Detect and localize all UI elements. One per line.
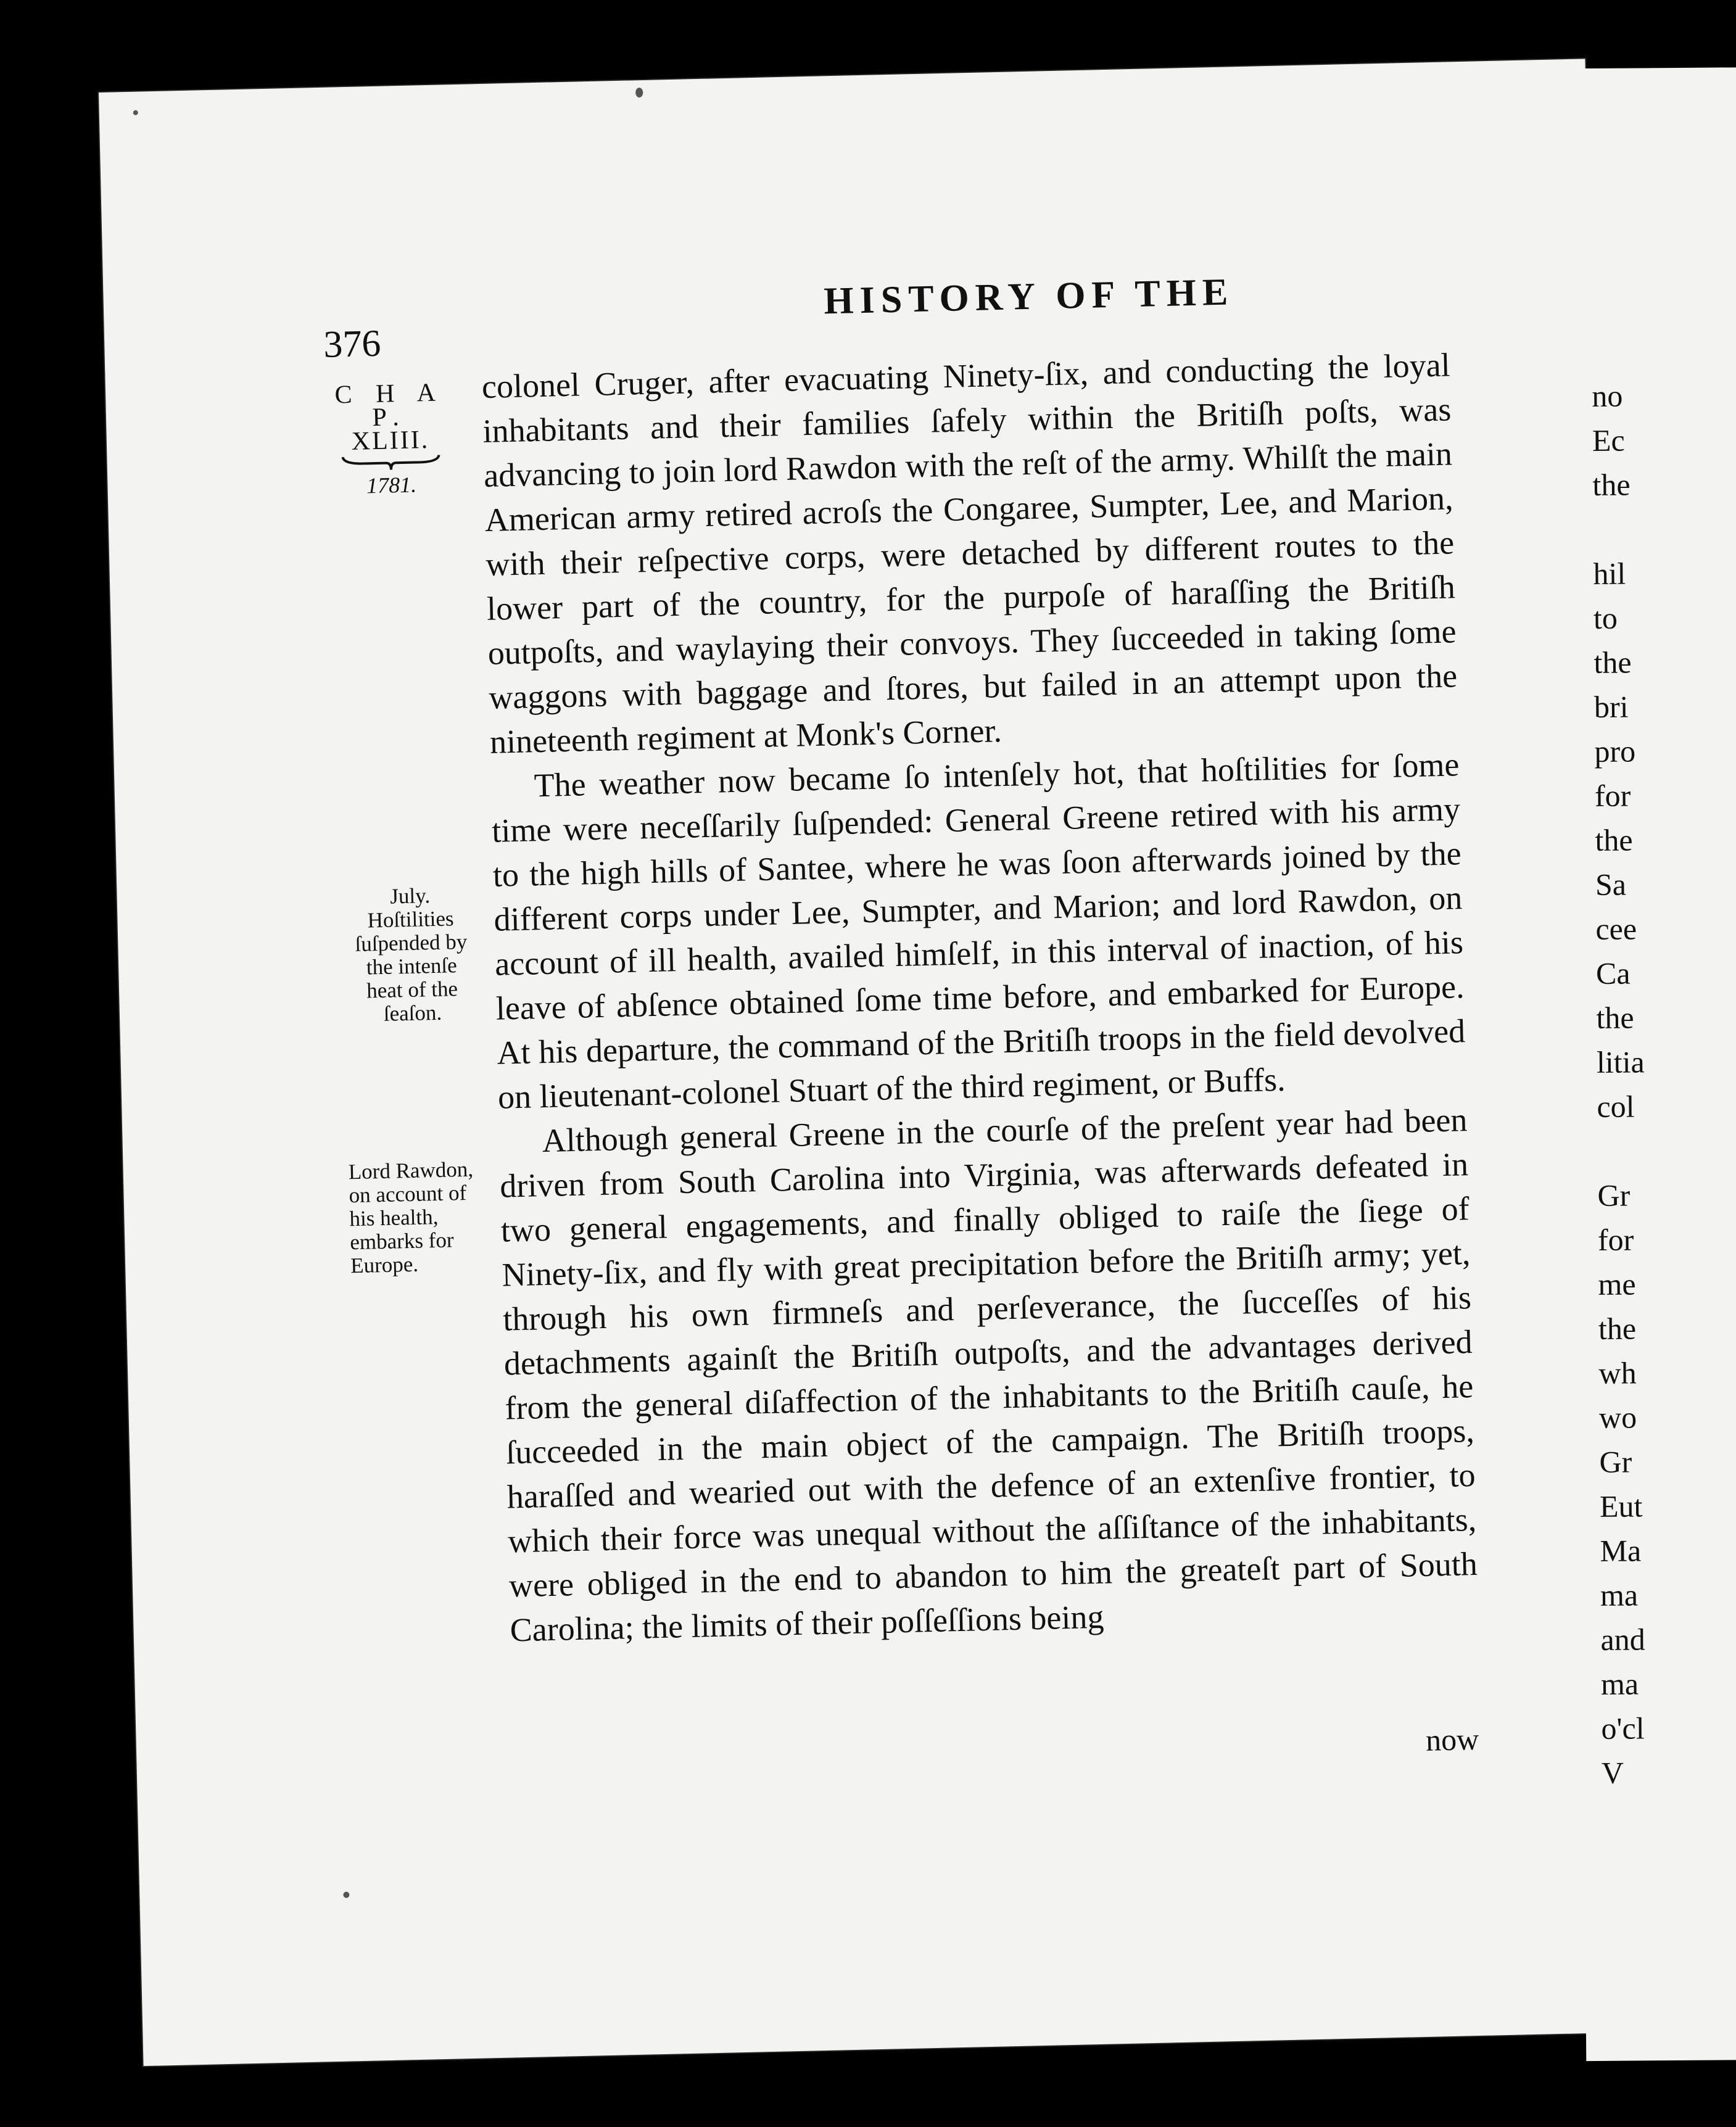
facing-line-fragment: hil [1593, 556, 1626, 591]
body-text [481, 342, 1479, 1652]
ink-speck [635, 88, 643, 97]
facing-line-fragment: the [1598, 1311, 1637, 1346]
facing-line-fragment: to [1593, 600, 1618, 635]
facing-line-fragment: Gr [1597, 1178, 1631, 1213]
facing-line-fragment: the [1592, 467, 1631, 502]
paragraph: The weather now became ſo intenſely hot, that hoſtilities for ſome time were neceſſarily ſuſpended: General Greene retired with his army to the high hills of Santee, where he was ſoon afterwards joined by the different corps under Lee, Sumpter, and Marion; and lord Rawdon, on account of ill health, availed himſelf, in this interval of inaction, of his leave of abſence obtained ſome time before, and embarked for Europe. At his departure, the command of the Britiſh troops in the field devolved on lieutenant-colonel Stuart of the third regiment, or Buffs. [491, 746, 1466, 1116]
paragraph: colonel Cruger, after evacuating Ninety-ſix, and conducting the loyal inhabitants and their families ſafely within the Britiſh poſts, was advancing to join lord Rawdon with the reſt of the army. Whilſt the main American army retired acroſs the Congaree, Sumpter, Lee, and Marion, with their reſpective corps, were detached by different routes to the lower part of the country, for the purpoſe of haraſſing the Britiſh outpoſts, and waylaying their convoys. They ſucceeded in taking ſome waggons with baggage and ſtores, but failed in an attempt upon the nineteenth regiment at Monk's Corner. [481, 346, 1458, 761]
facing-line-fragment: wo [1598, 1400, 1637, 1435]
ink-speck [133, 110, 138, 115]
facing-line-fragment: litia [1596, 1044, 1645, 1080]
facing-line-fragment: the [1595, 822, 1633, 857]
facing-line-fragment [1597, 1128, 1645, 1173]
facing-line-fragment: for [1594, 778, 1631, 813]
facing-line-fragment: Ec [1592, 423, 1625, 458]
paragraph: Although general Greene in the courſe of the preſent year had been driven from South Carolina into Virginia, was afterwards defeated in two general engagements, and finally obliged to raiſe the ſiege of Ninety-ſix, and fly with great precipitation before the Britiſh army; yet, through his own firmneſs and perſeverance, the ſucceſſes of his detachments againſt the Britiſh outpoſts, and the advantages derived from the general diſaffection of the inhabitants to the Britiſh cauſe, he ſucceeded in the main object of the campaign. The Britiſh troops, haraſſed and wearied out with the defence of an extenſive frontier, to which their force was unequal without the aſſiſtance of the inhabitants, were obliged in the end to abandon to him the greateſt part of South Carolina; the limits of their poſſeſſions being [499, 1101, 1478, 1649]
facing-line-fragment: the [1596, 1000, 1634, 1035]
facing-line-fragment: Ma [1600, 1533, 1642, 1568]
facing-line-fragment: col [1597, 1089, 1635, 1124]
facing-line-fragment: Gr [1599, 1444, 1632, 1479]
facing-line-fragment: o'cl [1601, 1711, 1645, 1746]
facing-line-fragment [1593, 506, 1641, 551]
facing-line-fragment: Ca [1595, 956, 1631, 991]
facing-line-fragment: Sa [1595, 867, 1627, 902]
facing-line-fragment: ma [1600, 1666, 1639, 1701]
facing-line-fragment: bri [1593, 689, 1629, 724]
facing-line-fragment: me [1598, 1266, 1636, 1302]
facing-line-fragment: pro [1594, 733, 1636, 769]
facing-line-fragment: the [1593, 645, 1632, 680]
page-number: 376 [323, 322, 382, 366]
chapter-label: C H A P. [334, 378, 445, 432]
facing-line-fragment: V [1601, 1755, 1624, 1790]
chapter-year: 1781. [366, 472, 417, 498]
facing-line-fragment: ma [1600, 1577, 1639, 1613]
facing-line-fragment: no [1592, 378, 1623, 413]
facing-page-text [1592, 373, 1650, 1795]
chapter-number: XLIII. [351, 425, 430, 456]
margin-note-hostilities: July. Hoſtilities ſuſpended by the intenſe heat of the ſeaſon. [355, 883, 468, 1026]
margin-note-rawdon: Lord Rawdon, on account of his health, embarks for Europe. [348, 1157, 474, 1278]
facing-line-fragment: for [1597, 1222, 1634, 1257]
ink-speck [343, 1892, 349, 1898]
facing-line-fragment: cee [1595, 911, 1637, 946]
facing-line-fragment: wh [1598, 1355, 1637, 1390]
facing-line-fragment: Eut [1599, 1489, 1643, 1524]
running-head: HISTORY OF THE [823, 271, 1235, 323]
catchword: now [1425, 1721, 1479, 1757]
main-page [99, 59, 1630, 2066]
facing-page-fragment [1573, 67, 1736, 2061]
facing-line-fragment: and [1600, 1622, 1645, 1657]
chapter-marker [318, 378, 463, 498]
